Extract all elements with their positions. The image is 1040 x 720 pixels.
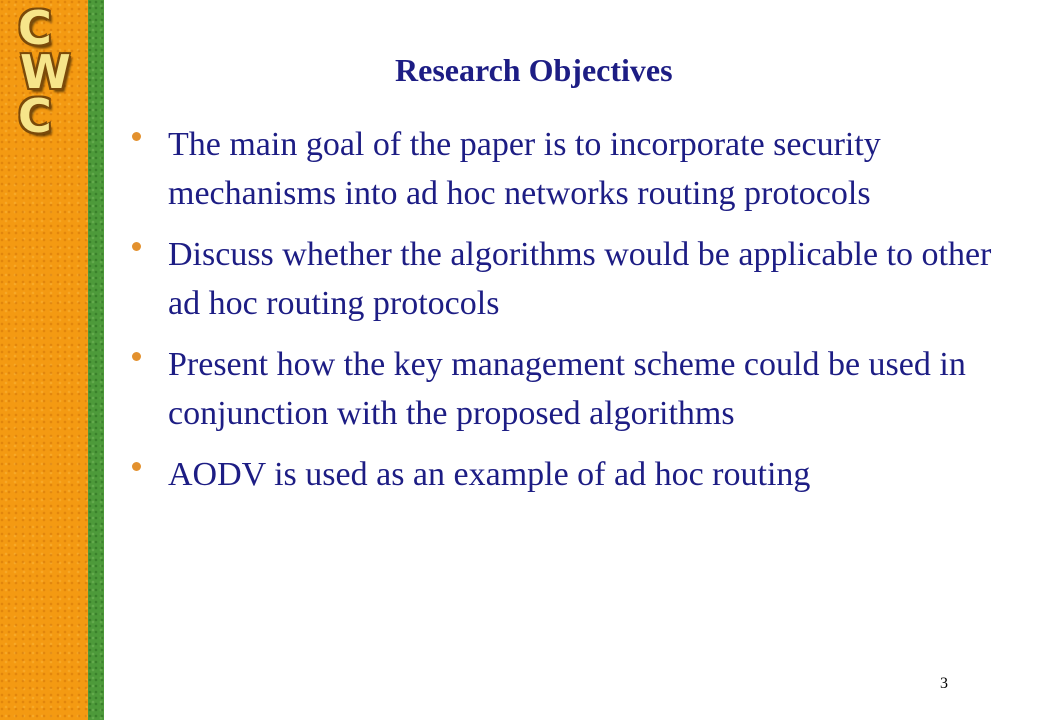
bullet-text: The main goal of the paper is to incorporate security mechanisms into ad hoc networks routing protocols [168, 126, 881, 212]
bullet-list [132, 120, 1012, 499]
bullet-dot-icon [132, 462, 141, 471]
page-number: 3 [940, 675, 948, 692]
logo-letter-c1: C [18, 1, 52, 55]
bullet-text: Present how the key management scheme could be used in conjunction with the proposed algorithms [168, 346, 966, 432]
sidebar-green-stripe [88, 0, 104, 720]
bullet-item [132, 120, 1012, 218]
slide-title: Research Objectives [395, 52, 673, 88]
logo-letter-c2: C [18, 89, 52, 143]
bullet-text: AODV is used as an example of ad hoc routing [168, 456, 811, 493]
bullet-dot-icon [132, 242, 141, 251]
logo-letter-w: W [20, 45, 71, 99]
bullet-item [132, 340, 1012, 438]
bullet-dot-icon [132, 352, 141, 361]
bullet-text: Discuss whether the algorithms would be applicable to other ad hoc routing protocols [168, 236, 992, 322]
cwc-logo [18, 1, 80, 143]
bullet-item [132, 450, 1012, 499]
bullet-item [132, 230, 1012, 328]
bullet-dot-icon [132, 132, 141, 141]
